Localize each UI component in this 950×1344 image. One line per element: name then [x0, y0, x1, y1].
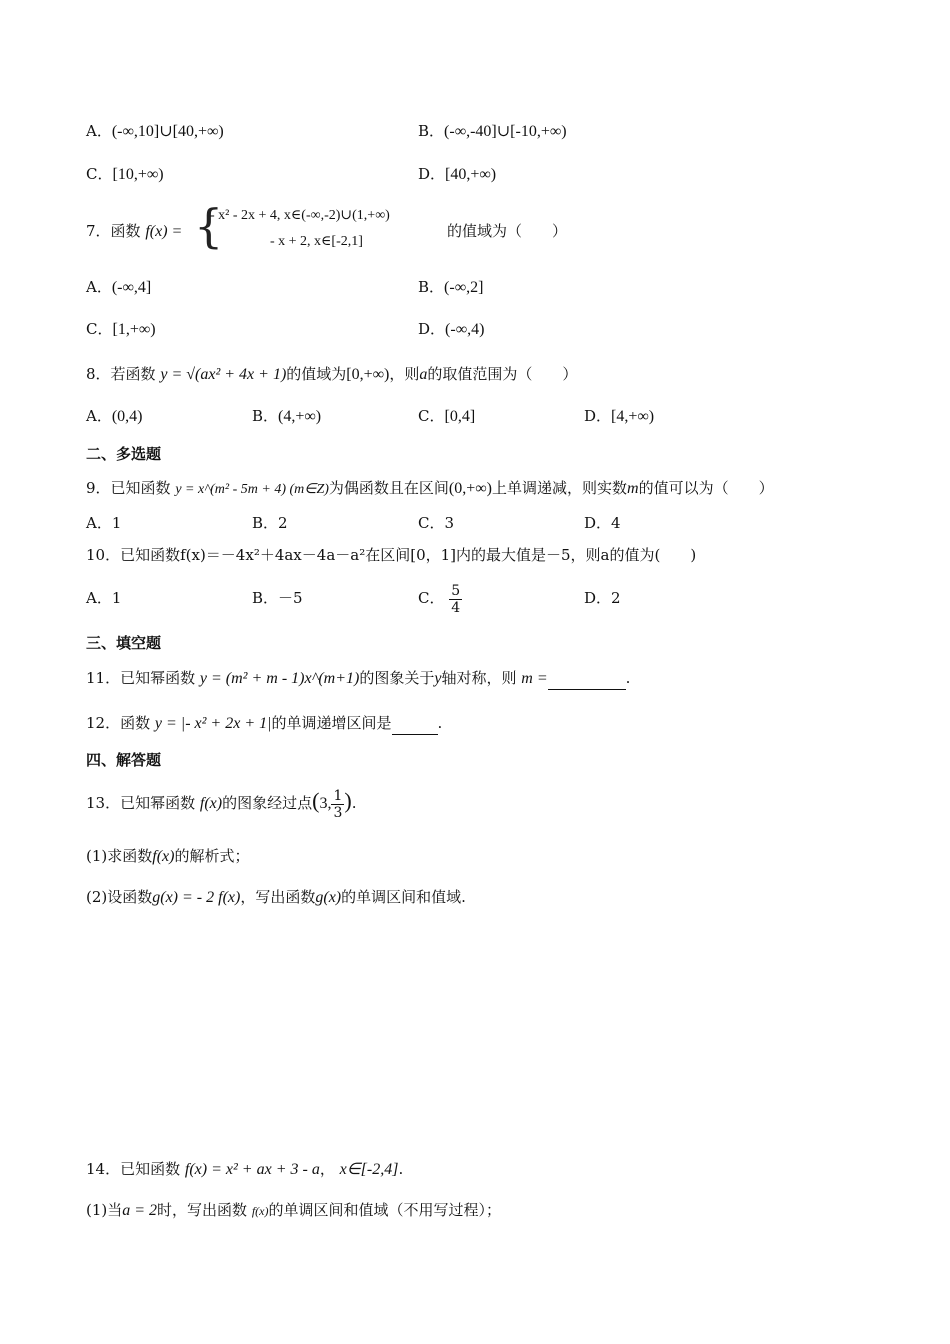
- q13-stem: 13．已知幂函数 f(x)的图象经过点(3, $\frac{1}{3}$ ).: [86, 787, 357, 821]
- q6-option-d: D．[40,+∞): [418, 165, 497, 183]
- q7-case-2: - x + 2, x∈[-2,1]: [270, 234, 363, 249]
- section-fill-blank: 三、填空题: [86, 634, 162, 652]
- q13-part-2: (2)设函数g(x) = - 2 f(x)，写出函数g(x)的单调区间和值域.: [86, 888, 466, 906]
- q8-option-c: C．[0,4]: [418, 407, 476, 425]
- q9-option-a: A．1: [86, 514, 122, 532]
- q8-option-d: D．[4,+∞): [584, 407, 655, 425]
- q6-option-c: C．[10,+∞): [86, 165, 164, 183]
- q12-stem: 12．函数 y = |- x² + 2x + 1|的单调递增区间是 .: [86, 712, 442, 735]
- q7-brace-icon: {: [194, 199, 224, 253]
- q7-case-1: - x² - 2x + 4, x∈(-∞,-2)∪(1,+∞): [210, 208, 390, 223]
- section-solve: 四、解答题: [86, 751, 162, 769]
- section-multi-choice: 二、多选题: [86, 445, 162, 463]
- q8-option-a: A．(0,4): [86, 407, 143, 425]
- q6-option-a: A．(-∞,10]∪[40,+∞): [86, 122, 224, 140]
- q7-stem-left: 7．函数 f(x) =: [86, 222, 183, 240]
- q7-stem-right: 的值域为（ ）: [447, 222, 568, 240]
- q14-stem: 14．已知函数 f(x) = x² + ax + 3 - a， x∈[-2,4].: [86, 1160, 404, 1178]
- q9-option-b: B．2: [252, 514, 288, 532]
- q7-option-d: D．(-∞,4): [418, 320, 485, 338]
- q10-option-b: B．－5: [252, 589, 303, 607]
- q13-part-1: (1)求函数f(x)的解析式；: [86, 847, 250, 865]
- q14-part-1: (1)当a = 2时，写出函数 f(x)的单调区间和值域（不用写过程）；: [86, 1201, 502, 1219]
- q10-option-d: D．2: [584, 589, 621, 607]
- q9-option-d: D．4: [584, 514, 621, 532]
- q10-option-c-fraction: $\frac{5}{4}$: [451, 582, 461, 616]
- q10-option-a: A．1: [86, 589, 122, 607]
- q10-option-c: C． $\frac{5}{4}$: [418, 582, 461, 616]
- q9-stem: 9．已知函数 y = x^(m² - 5m + 4) (m∈Z)为偶函数且在区间(0,+∞)上单调递减，则实数m的值可以为（ ）: [86, 479, 774, 497]
- q7-option-b: B．(-∞,2]: [418, 278, 484, 296]
- q7-option-c: C．[1,+∞): [86, 320, 156, 338]
- q13-point-fraction: $\frac{1}{3}$: [333, 787, 343, 821]
- q7-option-a: A．(-∞,4]: [86, 278, 152, 296]
- q10-stem: 10．已知函数f(x)＝－4x²＋4ax－4a－a²在区间[0，1]内的最大值是－5，则a的值为( ): [86, 546, 697, 564]
- q8-option-b: B．(4,+∞): [252, 407, 322, 425]
- q8-stem: 8．若函数 y = √(ax² + 4x + 1)的值域为[0,+∞)，则a的取值范围为（ ）: [86, 365, 578, 383]
- q11-answer-blank: [548, 667, 626, 690]
- q9-option-c: C．3: [418, 514, 455, 532]
- q6-option-b: B．(-∞,-40]∪[-10,+∞): [418, 122, 567, 140]
- q11-stem: 11．已知幂函数 y = (m² + m - 1)x^(m+1)的图象关于y轴对称，则 m = .: [86, 667, 630, 690]
- q12-answer-blank: [392, 712, 438, 735]
